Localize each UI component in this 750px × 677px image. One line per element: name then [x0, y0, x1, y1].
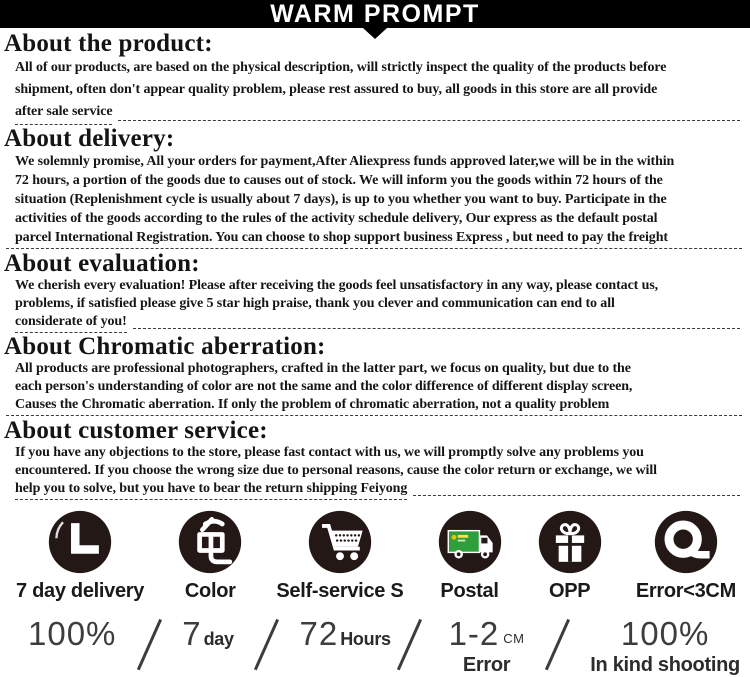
page-title: WARM PROMPT: [270, 0, 480, 28]
paragraph-line: All of our products, are based on the physical description, will strictly inspect the quality of the products before: [15, 60, 667, 75]
section-paragraph: [4, 444, 744, 500]
stat-caption: Error: [462, 654, 511, 676]
clock-icon: [46, 508, 114, 576]
paragraph-line: situation (Replenishment cycle is usually about 7 days), is up to you whether you want to buy. Participate in the: [15, 192, 667, 207]
dashed-separator: [413, 491, 740, 496]
section-about-customer-service: [4, 417, 744, 500]
feature-label: Postal: [440, 580, 499, 602]
feature-label: 7 day delivery: [16, 580, 145, 602]
stat-unit: day: [203, 629, 234, 649]
paragraph-line-text: considerate of you!: [15, 313, 127, 333]
dashed-separator: [118, 116, 740, 121]
slash-divider: [397, 619, 422, 670]
stat-value: 72: [299, 615, 339, 652]
slash-divider: [254, 619, 279, 670]
stat-value: 100%: [620, 615, 710, 652]
section-paragraph: [4, 360, 744, 414]
feature-icon-row: [0, 500, 750, 603]
paragraph-line: activities of the goods according to the rules of the activity schedule delivery, Our express as the default postal: [15, 211, 658, 226]
paragraph-line: [15, 480, 742, 500]
stat-unit: CM: [503, 631, 525, 646]
paragraph-line: problems, if satisfied please give 5 star high praise, thank you clever and communication can end to all: [15, 296, 615, 311]
paragraph-line: [15, 101, 742, 125]
section-heading: About delivery:: [4, 125, 175, 152]
stat-unit: Hours: [340, 629, 391, 649]
stat-value: 100%: [28, 615, 117, 652]
tape-roll-icon: [652, 508, 720, 576]
dashed-separator: [133, 324, 740, 329]
section-paragraph: [4, 57, 744, 125]
section-about-chromatic-aberration: [4, 333, 744, 416]
postal-truck-icon: [436, 508, 504, 576]
paragraph-line-text: after sale service: [15, 101, 112, 125]
section-heading: About evaluation:: [4, 250, 200, 277]
slash-divider: [545, 619, 570, 670]
stats-row: [0, 603, 750, 677]
header-pointer-triangle: [363, 28, 387, 39]
feature-label: Color: [184, 580, 236, 602]
stat-7-day: [182, 615, 233, 653]
section-paragraph: [4, 277, 744, 333]
section-paragraph: [4, 152, 744, 247]
feature-label: Self-service S: [276, 580, 404, 602]
section-heading: About the product:: [4, 30, 213, 57]
gift-box-icon: [536, 508, 604, 576]
stat-72-hours: [300, 615, 391, 653]
feature-self-service: [276, 508, 403, 603]
stat-quality-percent: [28, 615, 116, 653]
dashed-separator: [6, 248, 742, 249]
stat-value: 1-2: [448, 615, 500, 652]
paragraph-line: If you have any objections to the store, please fast contact with us, we will promptly solve any problems you: [15, 445, 644, 460]
paragraph-line: encountered. If you choose the wrong size due to personal reasons, cause the color return or exchange, we will: [15, 463, 657, 478]
feature-color: [176, 508, 244, 603]
section-heading: About Chromatic aberration:: [4, 333, 326, 360]
feature-postal: [436, 508, 504, 603]
dashed-separator: [6, 415, 742, 416]
color-character-icon: [176, 508, 244, 576]
paragraph-line-text: help you to solve, but you have to bear the return shipping Feiyong: [15, 480, 407, 500]
sections-container: [0, 28, 750, 500]
paragraph-line: shipment, often don't appear quality problem, please rest assured to buy, all goods in this store are all provide: [15, 82, 658, 97]
feature-delivery: [16, 508, 144, 603]
paragraph-line: each person's understanding of color are not the same and the color difference of different display screen,: [15, 379, 633, 394]
shopping-cart-icon: [306, 508, 374, 576]
stat-caption: In kind shooting: [590, 654, 740, 676]
paragraph-line: [15, 313, 742, 333]
paragraph-line: We cherish every evaluation! Please after receiving the goods feel unsatisfactory in any way, please contact us,: [15, 278, 659, 293]
feature-label: OPP: [549, 580, 591, 602]
section-heading: About customer service:: [4, 417, 268, 444]
section-about-delivery: [4, 125, 744, 249]
paragraph-line: parcel International Registration. You can choose to shop support business Express , but need to pay the freight: [15, 230, 668, 245]
paragraph-line: All products are professional photographers, crafted in the latter part, we focus on quality, but due to the: [15, 361, 631, 376]
paragraph-line: 72 hours, a portion of the goods due to causes out of stock. We will inform you the goods within 72 hours of the: [15, 173, 663, 188]
feature-error-tolerance: [636, 508, 736, 603]
stat-error-cm: [449, 615, 525, 677]
paragraph-line: Causes the Chromatic aberration. If only the problem of chromatic aberration, not a quality problem: [15, 397, 610, 412]
section-about-product: [4, 30, 744, 125]
feature-label: Error<3CM: [635, 580, 736, 602]
stat-value: 7: [182, 615, 202, 652]
paragraph-line: We solemnly promise, All your orders for payment,After Aliexpress funds approved later,we will be in the within: [15, 154, 675, 169]
slash-divider: [137, 619, 162, 670]
feature-opp: [536, 508, 604, 603]
stat-in-kind-shooting: [590, 615, 740, 677]
section-about-evaluation: [4, 250, 744, 333]
header-bar: [0, 0, 750, 28]
